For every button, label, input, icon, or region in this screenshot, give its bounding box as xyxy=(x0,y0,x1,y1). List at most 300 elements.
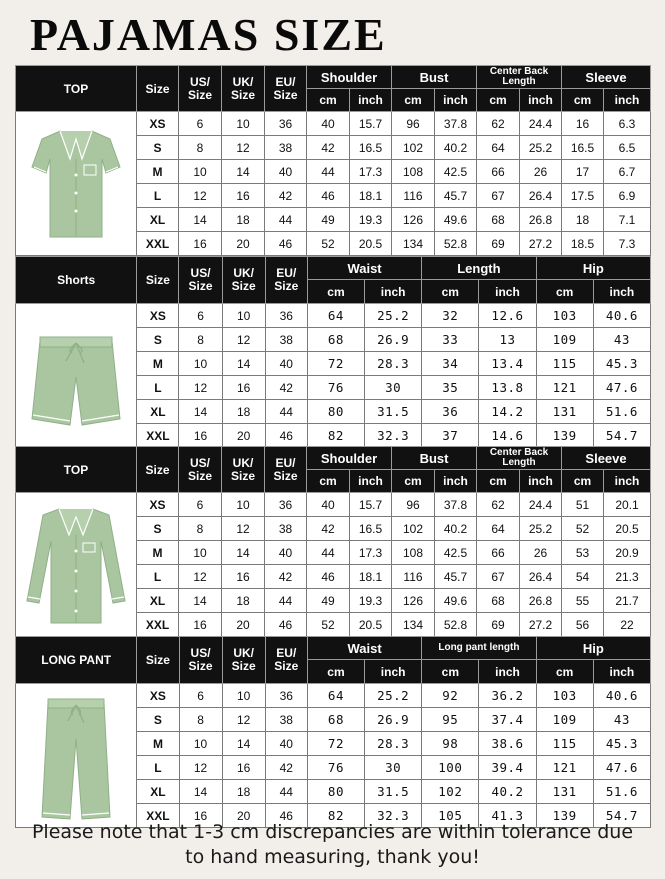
eu-size-header: EU/ Size xyxy=(265,637,307,684)
size-label: S xyxy=(137,136,179,160)
measure-cell: 67 xyxy=(477,184,520,208)
measure-cell: 40.2 xyxy=(479,780,536,804)
size-label: M xyxy=(137,160,179,184)
measure-cell: 19.3 xyxy=(350,208,392,232)
measure-cell: 134 xyxy=(392,613,435,637)
measure-cell: 21.3 xyxy=(604,565,651,589)
measure-cell: 49 xyxy=(307,208,350,232)
measure-cell: 37.8 xyxy=(435,493,477,517)
measure-cell: 28.3 xyxy=(365,352,422,376)
measure-cell: 56 xyxy=(562,613,604,637)
measure-cell: 24.4 xyxy=(520,112,562,136)
region-size-cell: 14 xyxy=(222,732,265,756)
region-size-cell: 14 xyxy=(222,541,265,565)
long-pant-icon xyxy=(36,689,116,823)
unit-inch-header: inch xyxy=(365,660,422,684)
measure-cell: 69 xyxy=(477,613,520,637)
unit-inch-header: inch xyxy=(350,470,392,493)
measure-cell: 17.5 xyxy=(562,184,604,208)
region-size-cell: 10 xyxy=(222,304,265,328)
measure-cell: 109 xyxy=(536,708,593,732)
unit-cm-header: cm xyxy=(422,280,479,304)
region-size-cell: 42 xyxy=(265,565,307,589)
measure-cell: 82 xyxy=(307,424,364,448)
eu-size-header: EU/ Size xyxy=(265,257,307,304)
size-label: L xyxy=(137,756,179,780)
measure-cell: 64 xyxy=(477,136,520,160)
region-size-cell: 10 xyxy=(179,352,222,376)
measure-cell: 30 xyxy=(365,756,422,780)
long-pant-label: LONG PANT xyxy=(16,637,137,684)
measure-cell: 55 xyxy=(562,589,604,613)
long-pant-size-table xyxy=(15,636,651,828)
measure-cell: 69 xyxy=(477,232,520,256)
measure-cell: 18.1 xyxy=(350,184,392,208)
measure-cell: 13 xyxy=(479,328,536,352)
measure-cell: 16.5 xyxy=(350,517,392,541)
size-label: XXL xyxy=(137,424,179,448)
measure-header-center-back-length: Center Back Length xyxy=(477,447,562,470)
unit-cm-header: cm xyxy=(307,280,364,304)
unit-cm-header: cm xyxy=(307,660,364,684)
measure-cell: 6.5 xyxy=(604,136,651,160)
measure-cell: 80 xyxy=(307,400,364,424)
measure-cell: 45.7 xyxy=(435,184,477,208)
measure-header-shoulder: Shoulder xyxy=(307,447,392,470)
region-size-cell: 40 xyxy=(265,732,307,756)
unit-cm-header: cm xyxy=(477,470,520,493)
region-size-cell: 36 xyxy=(265,304,307,328)
top-long-garment-image xyxy=(16,493,137,637)
measure-cell: 31.5 xyxy=(365,780,422,804)
measure-cell: 103 xyxy=(536,304,593,328)
region-size-cell: 18 xyxy=(222,589,265,613)
measure-cell: 6.9 xyxy=(604,184,651,208)
top-table xyxy=(15,65,651,256)
size-label: M xyxy=(137,352,179,376)
uk-size-header: UK/ Size xyxy=(222,257,265,304)
measure-cell: 72 xyxy=(307,352,364,376)
region-size-cell: 20 xyxy=(222,804,265,828)
size-label: XS xyxy=(137,684,179,708)
measure-cell: 45.3 xyxy=(593,732,650,756)
measure-cell: 54.7 xyxy=(593,804,650,828)
unit-inch-header: inch xyxy=(365,280,422,304)
measure-header-bust: Bust xyxy=(392,447,477,470)
measure-cell: 76 xyxy=(307,756,364,780)
region-size-cell: 16 xyxy=(222,565,265,589)
measure-cell: 42.5 xyxy=(435,160,477,184)
measure-cell: 13.8 xyxy=(479,376,536,400)
measure-cell: 68 xyxy=(307,708,364,732)
measure-cell: 54.7 xyxy=(593,424,650,448)
unit-cm-header: cm xyxy=(392,89,435,112)
size-label: XL xyxy=(137,400,179,424)
size-label: XL xyxy=(137,589,179,613)
region-size-cell: 38 xyxy=(265,708,307,732)
measure-cell: 40.6 xyxy=(593,684,650,708)
measure-cell: 15.7 xyxy=(350,112,392,136)
measure-cell: 41.3 xyxy=(479,804,536,828)
table-row xyxy=(16,304,651,328)
measure-cell: 26.4 xyxy=(520,565,562,589)
measure-cell: 100 xyxy=(422,756,479,780)
measure-cell: 109 xyxy=(536,328,593,352)
measurement-note xyxy=(0,820,665,870)
measure-cell: 27.2 xyxy=(520,613,562,637)
unit-inch-header: inch xyxy=(435,470,477,493)
measure-cell: 42 xyxy=(307,517,350,541)
measure-header-sleeve: Sleeve xyxy=(562,447,651,470)
region-size-cell: 16 xyxy=(179,804,222,828)
unit-inch-header: inch xyxy=(350,89,392,112)
region-size-cell: 46 xyxy=(265,424,307,448)
measure-cell: 68 xyxy=(477,208,520,232)
unit-cm-header: cm xyxy=(536,280,593,304)
measure-cell: 25.2 xyxy=(520,517,562,541)
size-label: XS xyxy=(137,304,179,328)
region-size-cell: 18 xyxy=(222,780,265,804)
measure-cell: 64 xyxy=(477,517,520,541)
eu-size-header: EU/ Size xyxy=(265,66,307,112)
measure-cell: 18.1 xyxy=(350,565,392,589)
note-line-1: Please note that 1-3 cm discrepancies are within tolerance due xyxy=(31,821,634,843)
measure-cell: 26.8 xyxy=(520,208,562,232)
uk-size-header: UK/ Size xyxy=(222,447,265,493)
measure-cell: 37 xyxy=(422,424,479,448)
table-row xyxy=(16,493,651,517)
measure-cell: 36 xyxy=(422,400,479,424)
measure-cell: 52.8 xyxy=(435,613,477,637)
region-size-cell: 42 xyxy=(265,376,307,400)
unit-inch-header: inch xyxy=(435,89,477,112)
region-size-cell: 44 xyxy=(265,589,307,613)
region-size-cell: 14 xyxy=(222,160,265,184)
region-size-cell: 12 xyxy=(222,708,265,732)
measure-cell: 68 xyxy=(477,589,520,613)
measure-cell: 96 xyxy=(392,112,435,136)
unit-inch-header: inch xyxy=(520,470,562,493)
measure-cell: 12.6 xyxy=(479,304,536,328)
region-size-cell: 38 xyxy=(265,136,307,160)
measure-header-hip: Hip xyxy=(536,637,650,660)
measure-cell: 49 xyxy=(307,589,350,613)
us-size-header: US/ Size xyxy=(179,447,222,493)
top-long-table xyxy=(15,446,651,637)
measure-header-length: Length xyxy=(422,257,536,280)
measure-cell: 40 xyxy=(307,493,350,517)
size-label: XS xyxy=(137,112,179,136)
region-size-cell: 8 xyxy=(179,328,222,352)
region-size-cell: 40 xyxy=(265,160,307,184)
long-sleeve-top-icon xyxy=(21,501,131,629)
measure-cell: 26.4 xyxy=(520,184,562,208)
measure-cell: 121 xyxy=(536,376,593,400)
region-size-cell: 12 xyxy=(222,136,265,160)
measure-cell: 26.8 xyxy=(520,589,562,613)
region-size-cell: 16 xyxy=(179,232,222,256)
measure-cell: 14.2 xyxy=(479,400,536,424)
measure-cell: 42 xyxy=(307,136,350,160)
measure-cell: 20.5 xyxy=(350,613,392,637)
measure-cell: 52 xyxy=(562,517,604,541)
shorts-table xyxy=(15,256,651,448)
size-label: S xyxy=(137,708,179,732)
measure-cell: 40 xyxy=(307,112,350,136)
size-label: M xyxy=(137,541,179,565)
measure-cell: 45.7 xyxy=(435,565,477,589)
size-header: Size xyxy=(137,66,179,112)
region-size-cell: 44 xyxy=(265,208,307,232)
region-size-cell: 12 xyxy=(179,184,222,208)
unit-inch-header: inch xyxy=(604,89,651,112)
measure-cell: 102 xyxy=(392,517,435,541)
measure-cell: 20.1 xyxy=(604,493,651,517)
measure-cell: 134 xyxy=(392,232,435,256)
unit-inch-header: inch xyxy=(604,470,651,493)
measure-cell: 47.6 xyxy=(593,756,650,780)
top-garment-image xyxy=(16,112,137,256)
region-size-cell: 14 xyxy=(222,352,265,376)
measure-cell: 20.5 xyxy=(604,517,651,541)
measure-cell: 66 xyxy=(477,160,520,184)
measure-cell: 18 xyxy=(562,208,604,232)
region-size-cell: 18 xyxy=(222,400,265,424)
measure-cell: 31.5 xyxy=(365,400,422,424)
measure-cell: 39.4 xyxy=(479,756,536,780)
measure-cell: 40.2 xyxy=(435,517,477,541)
region-size-cell: 10 xyxy=(179,160,222,184)
measure-cell: 32.3 xyxy=(365,424,422,448)
region-size-cell: 8 xyxy=(179,517,222,541)
top-label: TOP xyxy=(16,66,137,112)
region-size-cell: 20 xyxy=(222,424,265,448)
measure-cell: 36.2 xyxy=(479,684,536,708)
measure-cell: 116 xyxy=(392,565,435,589)
size-header: Size xyxy=(137,447,179,493)
unit-inch-header: inch xyxy=(593,280,650,304)
measure-cell: 32.3 xyxy=(365,804,422,828)
measure-cell: 82 xyxy=(307,804,364,828)
measure-cell: 80 xyxy=(307,780,364,804)
measure-cell: 38.6 xyxy=(479,732,536,756)
measure-cell: 46 xyxy=(307,184,350,208)
region-size-cell: 12 xyxy=(179,376,222,400)
measure-cell: 64 xyxy=(307,304,364,328)
region-size-cell: 6 xyxy=(179,112,222,136)
measure-cell: 16.5 xyxy=(350,136,392,160)
measure-cell: 95 xyxy=(422,708,479,732)
measure-cell: 6.7 xyxy=(604,160,651,184)
size-label: XXL xyxy=(137,613,179,637)
measure-cell: 15.7 xyxy=(350,493,392,517)
measure-cell: 40.2 xyxy=(435,136,477,160)
region-size-cell: 12 xyxy=(179,565,222,589)
size-label: XL xyxy=(137,208,179,232)
unit-inch-header: inch xyxy=(479,660,536,684)
measure-cell: 51.6 xyxy=(593,400,650,424)
size-label: M xyxy=(137,732,179,756)
region-size-cell: 18 xyxy=(222,208,265,232)
measure-cell: 26.9 xyxy=(365,328,422,352)
shorts-garment-image xyxy=(16,304,137,448)
measure-cell: 115 xyxy=(536,732,593,756)
measure-header-center-back-length: Center Back Length xyxy=(477,66,562,89)
unit-inch-header: inch xyxy=(593,660,650,684)
measure-cell: 62 xyxy=(477,112,520,136)
region-size-cell: 6 xyxy=(179,684,222,708)
unit-cm-header: cm xyxy=(307,89,350,112)
region-size-cell: 46 xyxy=(265,804,307,828)
measure-cell: 37.8 xyxy=(435,112,477,136)
region-size-cell: 38 xyxy=(265,517,307,541)
measure-cell: 33 xyxy=(422,328,479,352)
region-size-cell: 20 xyxy=(222,232,265,256)
measure-cell: 19.3 xyxy=(350,589,392,613)
measure-cell: 26 xyxy=(520,541,562,565)
region-size-cell: 16 xyxy=(179,424,222,448)
measure-header-long-pant-length: Long pant length xyxy=(422,637,536,660)
region-size-cell: 40 xyxy=(265,352,307,376)
measure-cell: 51 xyxy=(562,493,604,517)
measure-cell: 20.9 xyxy=(604,541,651,565)
measure-header-waist: Waist xyxy=(307,637,421,660)
page-title: PAJAMAS SIZE xyxy=(30,9,387,60)
measure-cell: 25.2 xyxy=(365,684,422,708)
measure-cell: 25.2 xyxy=(365,304,422,328)
region-size-cell: 16 xyxy=(222,756,265,780)
region-size-cell: 36 xyxy=(265,493,307,517)
measure-cell: 46 xyxy=(307,565,350,589)
size-label: XS xyxy=(137,493,179,517)
measure-cell: 52 xyxy=(307,613,350,637)
region-size-cell: 12 xyxy=(222,517,265,541)
region-size-cell: 42 xyxy=(265,184,307,208)
unit-cm-header: cm xyxy=(392,470,435,493)
measure-cell: 47.6 xyxy=(593,376,650,400)
region-size-cell: 10 xyxy=(179,732,222,756)
measure-cell: 139 xyxy=(536,424,593,448)
long-pant-table xyxy=(15,636,651,828)
unit-cm-header: cm xyxy=(307,470,350,493)
region-size-cell: 10 xyxy=(179,541,222,565)
measure-cell: 64 xyxy=(307,684,364,708)
measure-cell: 68 xyxy=(307,328,364,352)
measure-cell: 49.6 xyxy=(435,589,477,613)
region-size-cell: 14 xyxy=(179,208,222,232)
measure-cell: 44 xyxy=(307,541,350,565)
measure-cell: 18.5 xyxy=(562,232,604,256)
measure-cell: 108 xyxy=(392,160,435,184)
table-row xyxy=(16,684,651,708)
size-label: L xyxy=(137,565,179,589)
size-label: XXL xyxy=(137,232,179,256)
short-sleeve-top-icon xyxy=(30,125,122,243)
measure-cell: 53 xyxy=(562,541,604,565)
region-size-cell: 16 xyxy=(222,184,265,208)
top-short-sleeve-size-table xyxy=(15,65,651,256)
size-header: Size xyxy=(137,637,179,684)
region-size-cell: 16 xyxy=(179,613,222,637)
measure-cell: 7.3 xyxy=(604,232,651,256)
region-size-cell: 12 xyxy=(179,756,222,780)
measure-cell: 26.9 xyxy=(365,708,422,732)
measure-cell: 102 xyxy=(392,136,435,160)
measure-cell: 27.2 xyxy=(520,232,562,256)
measure-cell: 25.2 xyxy=(520,136,562,160)
measure-cell: 102 xyxy=(422,780,479,804)
measure-cell: 45.3 xyxy=(593,352,650,376)
shorts-icon xyxy=(26,321,126,431)
measure-cell: 17.3 xyxy=(350,541,392,565)
table-row xyxy=(16,112,651,136)
long-pant-garment-image xyxy=(16,684,137,828)
region-size-cell: 10 xyxy=(222,684,265,708)
measure-cell: 17 xyxy=(562,160,604,184)
uk-size-header: UK/ Size xyxy=(222,637,265,684)
measure-cell: 72 xyxy=(307,732,364,756)
uk-size-header: UK/ Size xyxy=(222,66,265,112)
measure-cell: 35 xyxy=(422,376,479,400)
measure-cell: 62 xyxy=(477,493,520,517)
measure-header-sleeve: Sleeve xyxy=(562,66,651,89)
size-label: XL xyxy=(137,780,179,804)
measure-cell: 76 xyxy=(307,376,364,400)
measure-cell: 51.6 xyxy=(593,780,650,804)
measure-cell: 22 xyxy=(604,613,651,637)
measure-header-hip: Hip xyxy=(536,257,650,280)
measure-cell: 14.6 xyxy=(479,424,536,448)
unit-cm-header: cm xyxy=(422,660,479,684)
measure-header-bust: Bust xyxy=(392,66,477,89)
measure-cell: 115 xyxy=(536,352,593,376)
size-label: XXL xyxy=(137,804,179,828)
measure-cell: 67 xyxy=(477,565,520,589)
measure-cell: 131 xyxy=(536,400,593,424)
measure-cell: 43 xyxy=(593,328,650,352)
us-size-header: US/ Size xyxy=(179,257,222,304)
unit-inch-header: inch xyxy=(520,89,562,112)
measure-cell: 49.6 xyxy=(435,208,477,232)
region-size-cell: 46 xyxy=(265,613,307,637)
measure-cell: 34 xyxy=(422,352,479,376)
measure-cell: 24.4 xyxy=(520,493,562,517)
measure-cell: 44 xyxy=(307,160,350,184)
measure-cell: 131 xyxy=(536,780,593,804)
region-size-cell: 46 xyxy=(265,232,307,256)
measure-cell: 42.5 xyxy=(435,541,477,565)
measure-cell: 26 xyxy=(520,160,562,184)
measure-cell: 16.5 xyxy=(562,136,604,160)
unit-cm-header: cm xyxy=(562,470,604,493)
measure-cell: 16 xyxy=(562,112,604,136)
measure-cell: 30 xyxy=(365,376,422,400)
measure-cell: 96 xyxy=(392,493,435,517)
size-label: S xyxy=(137,328,179,352)
region-size-cell: 8 xyxy=(179,136,222,160)
region-size-cell: 6 xyxy=(179,493,222,517)
measure-cell: 105 xyxy=(422,804,479,828)
us-size-header: US/ Size xyxy=(179,66,222,112)
measure-cell: 116 xyxy=(392,184,435,208)
note-line-2: to hand measuring, thank you! xyxy=(185,846,480,868)
measure-cell: 21.7 xyxy=(604,589,651,613)
measure-header-waist: Waist xyxy=(307,257,421,280)
us-size-header: US/ Size xyxy=(179,637,222,684)
region-size-cell: 6 xyxy=(179,304,222,328)
size-label: L xyxy=(137,376,179,400)
measure-cell: 7.1 xyxy=(604,208,651,232)
